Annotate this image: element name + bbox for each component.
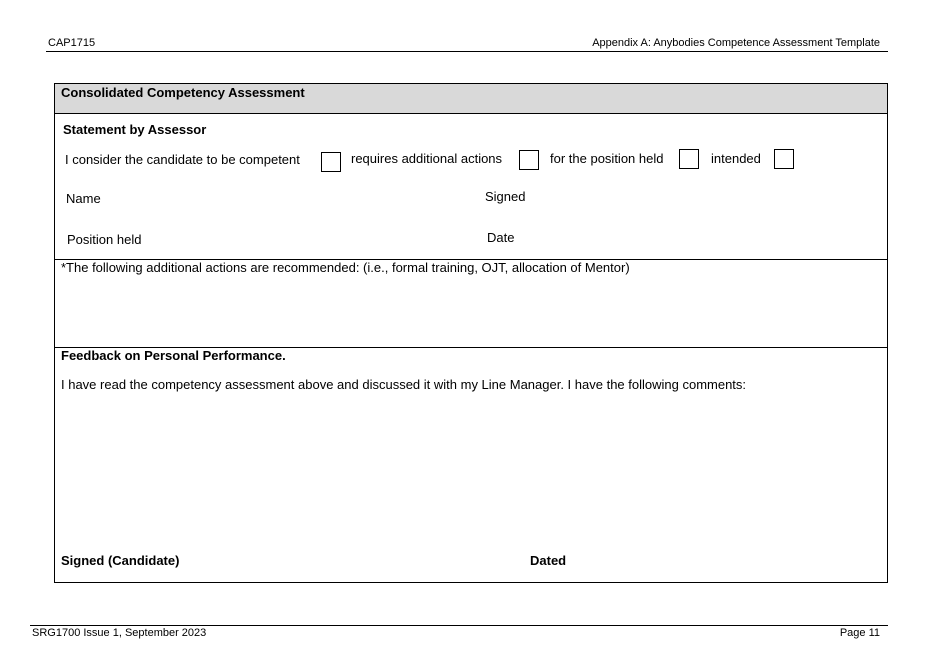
requires-actions-label: requires additional actions xyxy=(351,151,503,166)
name-label: Name xyxy=(66,191,101,206)
competent-label: I consider the candidate to be competent xyxy=(65,152,300,167)
intended-checkbox[interactable] xyxy=(774,149,794,169)
position-held-option-label: for the position held xyxy=(550,151,664,166)
assessment-form xyxy=(54,83,888,583)
additional-actions-note: *The following additional actions are recommended: (i.e., formal training, OJT, allocation of Mentor) xyxy=(61,260,630,275)
requires-actions-checkbox[interactable] xyxy=(519,150,539,170)
intended-label: intended xyxy=(711,151,761,166)
position-held-label: Position held xyxy=(67,232,142,247)
feedback-statement: I have read the competency assessment above and discussed it with my Line Manager. I have the following comments: xyxy=(61,377,747,392)
appendix-title: Appendix A: Anybodies Competence Assessment Template xyxy=(592,37,880,49)
position-held-checkbox[interactable] xyxy=(679,149,699,169)
footer-divider xyxy=(30,625,888,626)
document-code: CAP1715 xyxy=(48,37,96,49)
form-title: Consolidated Competency Assessment xyxy=(61,85,305,100)
feedback-heading: Feedback on Personal Performance. xyxy=(61,348,286,363)
assessor-heading: Statement by Assessor xyxy=(63,122,207,137)
page-number: Page 11 xyxy=(839,627,880,639)
dated-label: Dated xyxy=(530,553,567,568)
issue-info: SRG1700 Issue 1, September 2023 xyxy=(32,627,207,639)
form-title-bar xyxy=(55,84,887,114)
header-divider xyxy=(46,51,888,52)
competent-checkbox[interactable] xyxy=(321,152,341,172)
date-label: Date xyxy=(487,230,515,245)
signed-label: Signed xyxy=(485,189,526,204)
signed-candidate-label: Signed (Candidate) xyxy=(61,553,180,568)
